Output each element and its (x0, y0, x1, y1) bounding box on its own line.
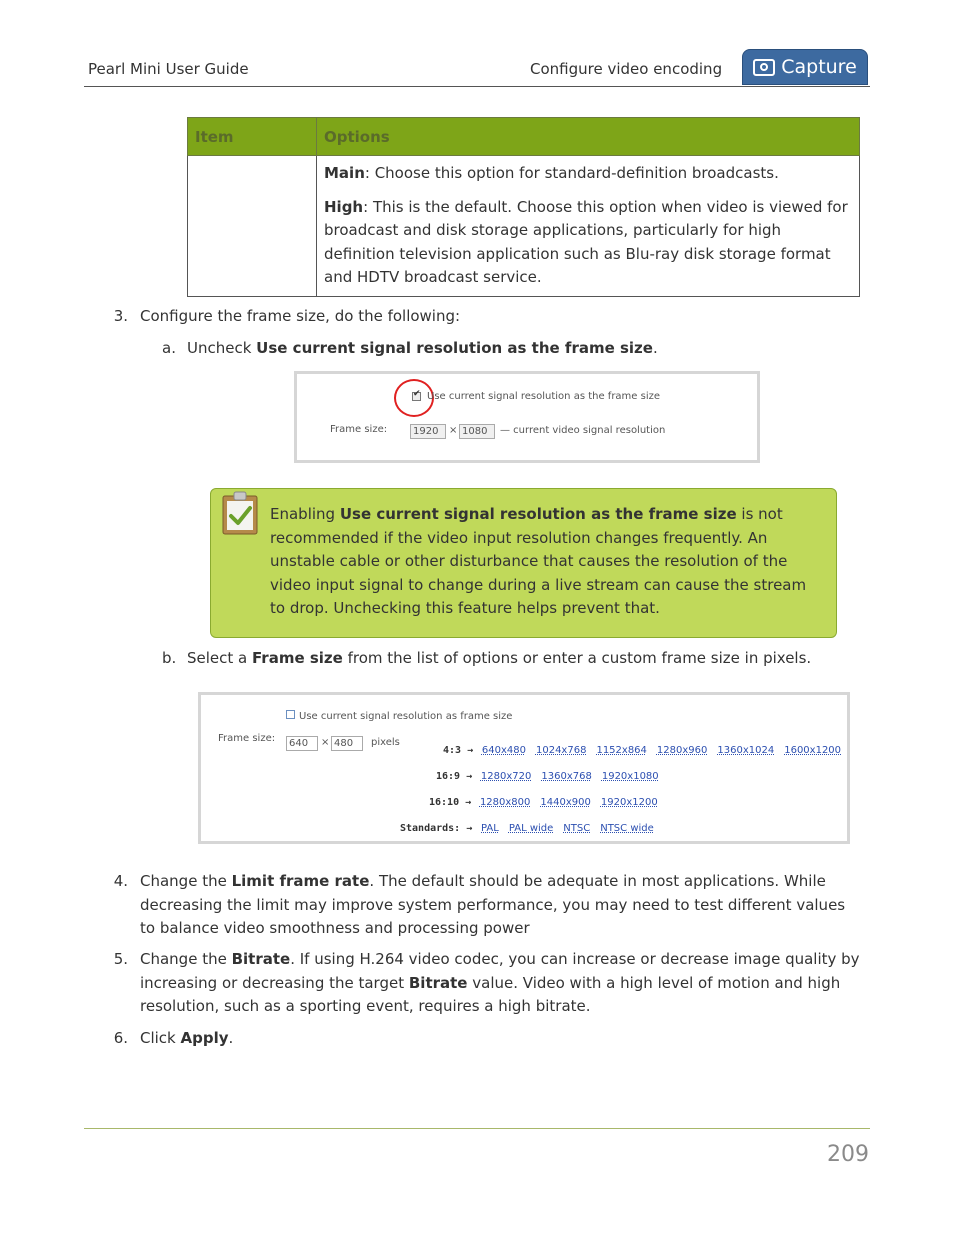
step-6-bold: Apply (180, 1029, 229, 1047)
step-3b-post: from the list of options or enter a custom frame size in pixels. (342, 649, 812, 667)
standard-link[interactable]: NTSC wide (600, 823, 654, 834)
step-6-pre: Click (140, 1029, 181, 1047)
shot2-times: × (321, 737, 330, 748)
shot2-checkbox-label: Use current signal resolution as frame size (299, 711, 513, 722)
step-3a-bold: Use current signal resolution as the frame size (256, 339, 653, 357)
resolution-link[interactable]: 1280x720 (480, 771, 532, 782)
shot2-width-input[interactable]: 640 (286, 736, 318, 751)
step-3b-text (187, 647, 811, 671)
step-3-text: Configure the frame size, do the following: (140, 307, 461, 325)
step-5-mid: . If using H.264 video codec, you can increase or decrease image quality by increasing or decreasing the target (140, 950, 860, 992)
clipboard-check-icon (221, 490, 259, 536)
section-title: Configure video encoding (530, 60, 723, 78)
step-5-pre: Change the (140, 950, 232, 968)
resolution-link[interactable]: 1440x900 (540, 797, 591, 808)
resolution-link[interactable]: 1360x768 (541, 771, 592, 782)
table-row (188, 156, 860, 297)
step-5-bold-2: Bitrate (408, 973, 468, 992)
step-3a-pre: Uncheck (187, 339, 257, 357)
main-option (324, 162, 852, 186)
high-text: : This is the default. Choose this option when video is viewed for broadcast and disk storage applications, particularly for high definition television application such as Blu-ray disk storage format and HDTV broadcast service. (324, 197, 848, 286)
shot2-height-input[interactable]: 480 (331, 736, 363, 751)
step-6-post: . (228, 1029, 234, 1047)
note-post: is not recommended if the video input resolution changes frequently. An unstable cable or other disturbance that causes the resolution of the video input signal to change during a live stream can cause the stream to drop. Unchecking this feature helps prevent that. (270, 505, 807, 617)
step-5-bold-1: Bitrate (231, 950, 291, 968)
step-3b-bold: Frame size (252, 649, 343, 667)
resolution-link[interactable]: 1152x864 (596, 745, 647, 756)
standards-row (400, 817, 664, 835)
note-pre: Enabling (270, 505, 340, 523)
shot1-frame-size-label: Frame size: (330, 424, 388, 435)
main-term: Main (324, 164, 365, 182)
shot1-width-input[interactable]: 1920 (410, 424, 446, 439)
high-option (324, 196, 852, 290)
col-options-header: Options (317, 118, 860, 156)
step-3b-pre: Select a (187, 649, 253, 667)
step-4-pre: Change the (140, 872, 232, 890)
resolution-link[interactable]: 1920x1080 (601, 771, 659, 782)
step-5-text (140, 948, 862, 1019)
frame-size-screenshot-2 (198, 692, 850, 844)
col-item-header: Item (188, 118, 317, 156)
capture-tab (742, 49, 868, 85)
item-cell (188, 156, 317, 297)
ratio-row-16-9 (436, 765, 669, 783)
standard-link[interactable]: PAL wide (508, 823, 554, 834)
resolution-link[interactable]: 1600x1200 (784, 745, 842, 756)
note-text (270, 503, 820, 621)
step-3a-label: a. (162, 339, 176, 357)
check-mark-icon: ✔ (413, 389, 421, 399)
step-3-number: 3. (113, 307, 128, 325)
footer-rule (84, 1128, 870, 1129)
table-header-row (188, 118, 860, 156)
step-6-number: 6. (113, 1029, 128, 1047)
unchecked-checkbox[interactable] (286, 710, 295, 719)
camera-icon (753, 59, 775, 76)
shot2-frame-size-label: Frame size: (218, 733, 276, 744)
step-4-post: . The default should be adequate in most applications. While decreasing the limit may improve system performance, you may need to test different values to balance video smoothness and processing power (140, 872, 846, 937)
options-table (187, 117, 860, 297)
ratio-row-label: 16:10 → (429, 797, 472, 808)
header-rule (84, 86, 870, 87)
shot2-unit: pixels (371, 737, 400, 748)
high-term: High (324, 197, 364, 216)
resolution-link[interactable]: 1280x800 (479, 797, 531, 808)
step-3b-label: b. (162, 649, 177, 667)
resolution-link[interactable]: 1024x768 (535, 745, 587, 756)
main-text: : Choose this option for standard-definition broadcasts. (364, 164, 779, 182)
step-6-text (140, 1027, 233, 1051)
step-4-number: 4. (113, 872, 128, 890)
resolution-link[interactable]: 640x480 (481, 745, 526, 756)
note-bold: Use current signal resolution as the frame size (339, 505, 737, 523)
step-3a-text (187, 337, 658, 361)
step-3a-post: . (652, 339, 658, 357)
step-5-number: 5. (113, 950, 128, 968)
standard-link[interactable]: NTSC (563, 823, 591, 834)
ratio-row-label: 16:9 → (436, 771, 473, 782)
resolution-link[interactable]: 1280x960 (656, 745, 708, 756)
standards-row-label: Standards: → (400, 823, 473, 834)
shot1-height-input[interactable]: 1080 (459, 424, 495, 439)
step-4-bold: Limit frame rate (231, 872, 370, 890)
ratio-row-4-3 (443, 739, 851, 757)
page-number: 209 (827, 1142, 869, 1167)
shot1-times: × (449, 425, 458, 436)
guide-title: Pearl Mini User Guide (88, 60, 249, 78)
ratio-row-label: 4:3 → (443, 745, 474, 756)
shot1-checkbox-label: Use current signal resolution as the frame size (427, 391, 661, 402)
shot1-suffix: — current video signal resolution (500, 425, 666, 436)
resolution-link[interactable]: 1920x1200 (600, 797, 658, 808)
options-cell (317, 156, 860, 297)
frame-size-screenshot-1 (294, 371, 760, 463)
standard-link[interactable]: PAL (481, 823, 499, 834)
step-5-post: value. Video with a high level of motion and high resolution, such as a sporting event, requires a high bitrate. (140, 973, 841, 1015)
resolution-link[interactable]: 1360x1024 (717, 745, 775, 756)
step-4-text (140, 870, 862, 941)
ratio-row-16-10 (429, 791, 668, 809)
capture-tab-label: Capture (781, 56, 857, 78)
